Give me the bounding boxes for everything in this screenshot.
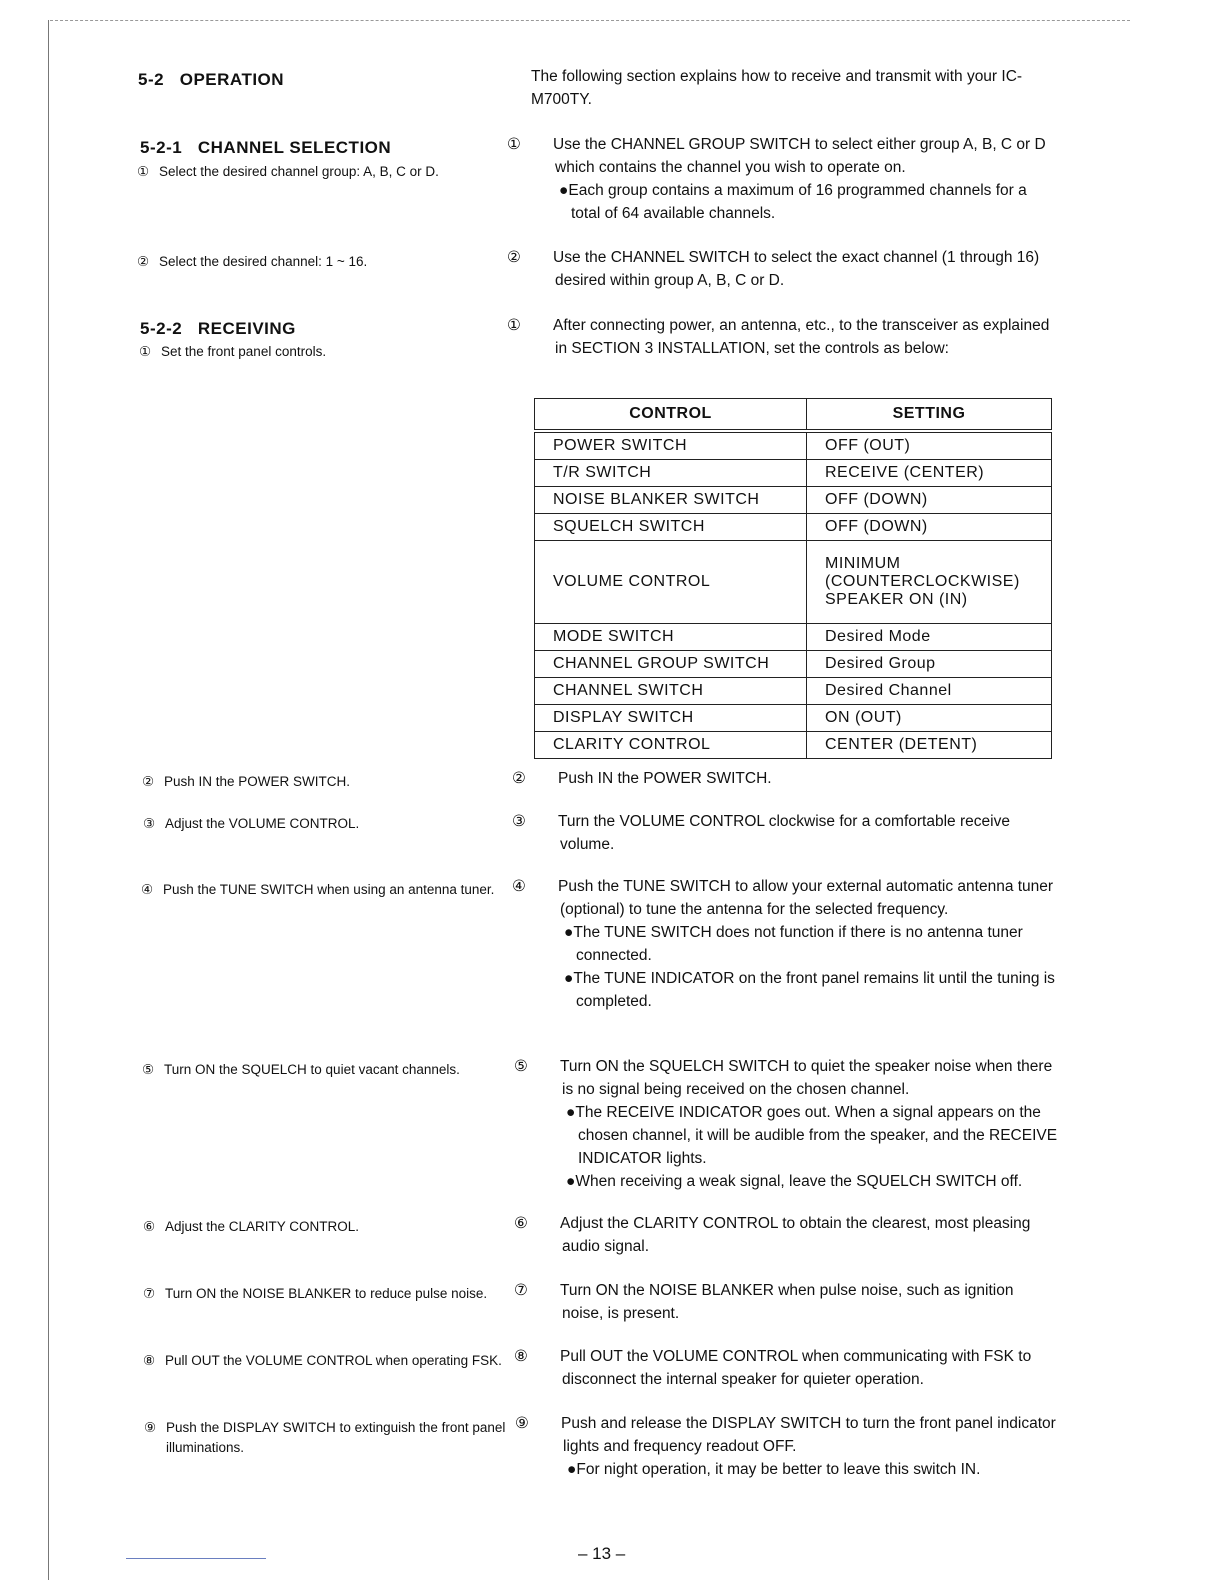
step-text: Adjust the CLARITY CONTROL to obtain the clearest, most pleasing audio signal.: [560, 1215, 1031, 1255]
control-cell: CHANNEL GROUP SWITCH: [535, 651, 807, 678]
step-1-channel-group: [507, 133, 1051, 225]
step-bullet: ●The TUNE INDICATOR on the front panel remains lit until the tuning is completed.: [564, 970, 1055, 1010]
table-row: [535, 460, 1052, 487]
control-settings-table: [534, 398, 1052, 759]
receiving-step-2: [512, 767, 1056, 790]
note-text: Select the desired channel: 1 ~ 16.: [159, 254, 368, 269]
subsection-number: 5-2-1: [140, 138, 183, 157]
left-note: [137, 252, 497, 272]
setting-cell: CENTER (DETENT): [807, 732, 1052, 759]
receiving-step-4: [512, 875, 1056, 1013]
note-number: ⑤: [142, 1062, 155, 1077]
table-row: [535, 678, 1052, 705]
step-text: After connecting power, an antenna, etc., to the transceiver as explained in SECTION 3 INSTALLATION, set the controls as below:: [553, 317, 1050, 357]
note-number: ⑥: [143, 1219, 156, 1234]
setting-cell: Desired Group: [807, 651, 1052, 678]
step-text: Turn ON the NOISE BLANKER when pulse noise, such as ignition noise, is present.: [560, 1282, 1014, 1322]
table-row: [535, 705, 1052, 732]
control-cell: SQUELCH SWITCH: [535, 514, 807, 541]
step-text: Push IN the POWER SWITCH.: [558, 770, 772, 787]
step-text: Turn ON the SQUELCH SWITCH to quiet the speaker noise when there is no signal being received on the chosen channel.: [560, 1058, 1053, 1098]
setting-cell: OFF (OUT): [807, 431, 1052, 460]
step-number: ⑦: [514, 1282, 528, 1299]
table-row: [535, 624, 1052, 651]
control-cell: NOISE BLANKER SWITCH: [535, 487, 807, 514]
note-number: ⑦: [143, 1286, 156, 1301]
step-bullet: ●When receiving a weak signal, leave the SQUELCH SWITCH off.: [566, 1173, 1023, 1190]
table-row: [535, 732, 1052, 759]
note-number: ②: [142, 774, 155, 789]
note-number: ②: [137, 254, 150, 269]
step-bullet: ●For night operation, it may be better to leave this switch IN.: [567, 1461, 981, 1478]
receiving-step-9: [515, 1412, 1059, 1481]
note-number: ③: [143, 816, 156, 831]
step-number: ④: [512, 878, 526, 895]
control-cell: CLARITY CONTROL: [535, 732, 807, 759]
note-text: Pull OUT the VOLUME CONTROL when operating FSK.: [165, 1353, 502, 1368]
note-text: Turn ON the SQUELCH to quiet vacant channels.: [164, 1062, 460, 1077]
note-text: Set the front panel controls.: [161, 344, 327, 359]
left-note: [143, 814, 498, 834]
setting-cell: Desired Mode: [807, 624, 1052, 651]
note-text: Adjust the VOLUME CONTROL.: [165, 816, 360, 831]
step-number: ①: [507, 317, 521, 334]
control-cell: T/R SWITCH: [535, 460, 807, 487]
step-number: ③: [512, 813, 526, 830]
setting-cell: OFF (DOWN): [807, 514, 1052, 541]
note-text: Adjust the CLARITY CONTROL.: [165, 1219, 360, 1234]
column-header-setting: SETTING: [807, 399, 1052, 432]
section-title: OPERATION: [179, 70, 285, 89]
step-bullet: ●The TUNE SWITCH does not function if there is no antenna tuner connected.: [564, 924, 1023, 964]
left-note: [141, 880, 518, 900]
note-number: ①: [137, 164, 150, 179]
intro-paragraph: The following section explains how to receive and transmit with your IC-M700TY.: [531, 68, 1023, 108]
subsection-title: RECEIVING: [197, 319, 296, 338]
page-number: – 13 –: [578, 1544, 626, 1563]
note-number: ①: [139, 344, 152, 359]
step-number: ⑥: [514, 1215, 528, 1232]
step-text: Use the CHANNEL GROUP SWITCH to select either group A, B, C or D which contains the channel you wish to operate on.: [553, 136, 1046, 176]
top-border-line: [50, 20, 1130, 21]
table-row: [535, 487, 1052, 514]
step-number: ②: [512, 770, 526, 787]
step-text: Pull OUT the VOLUME CONTROL when communicating with FSK to disconnect the internal speaker for quieter operation.: [560, 1348, 1032, 1388]
receiving-step-5: [514, 1055, 1058, 1193]
setting-cell: OFF (DOWN): [807, 487, 1052, 514]
subsection-heading-receiving: [140, 319, 296, 339]
receiving-step-7: [514, 1279, 1058, 1325]
table-row: [535, 514, 1052, 541]
step-number: ⑤: [514, 1058, 528, 1075]
receiving-step-1: [507, 314, 1051, 360]
left-note: [142, 772, 497, 792]
left-note: [143, 1217, 498, 1237]
note-number: ⑨: [144, 1420, 157, 1435]
step-bullet: ●Each group contains a maximum of 16 programmed channels for a total of 64 available channels.: [559, 182, 1027, 222]
step-text: Push the TUNE SWITCH to allow your external automatic antenna tuner (optional) to tune the antenna for the selected frequency.: [558, 878, 1054, 918]
control-cell: MODE SWITCH: [535, 624, 807, 651]
note-text: Push the DISPLAY SWITCH to extinguish the front panel illuminations.: [166, 1420, 506, 1455]
step-number: ①: [507, 136, 521, 153]
step-text: Push and release the DISPLAY SWITCH to turn the front panel indicator lights and frequency readout OFF.: [561, 1415, 1056, 1455]
step-bullet: ●The RECEIVE INDICATOR goes out. When a signal appears on the chosen channel, it will be audible from the speaker, and the RECEIVE INDICATOR lights.: [566, 1104, 1058, 1167]
table-row: [535, 431, 1052, 460]
column-header-control: CONTROL: [535, 399, 807, 432]
receiving-step-6: [514, 1212, 1058, 1258]
left-note: [143, 1351, 520, 1371]
step-text: Use the CHANNEL SWITCH to select the exact channel (1 through 16) desired within group A, B, C or D.: [553, 249, 1040, 289]
receiving-step-8: [514, 1345, 1058, 1391]
left-binding-line: [48, 20, 49, 1580]
table-row: [535, 651, 1052, 678]
setting-cell: ON (OUT): [807, 705, 1052, 732]
subsection-number: 5-2-2: [140, 319, 183, 338]
footer-rule: [126, 1558, 266, 1559]
control-cell: VOLUME CONTROL: [535, 541, 807, 624]
left-note: [143, 1284, 520, 1304]
step-number: ②: [507, 249, 521, 266]
step-text: Turn the VOLUME CONTROL clockwise for a comfortable receive volume.: [558, 813, 1010, 853]
note-text: Push IN the POWER SWITCH.: [164, 774, 351, 789]
subsection-title: CHANNEL SELECTION: [197, 138, 392, 157]
setting-cell: RECEIVE (CENTER): [807, 460, 1052, 487]
left-note: [144, 1418, 521, 1458]
left-note: [139, 342, 499, 362]
table-row: [535, 541, 1052, 624]
setting-cell: MINIMUM (COUNTERCLOCKWISE) SPEAKER ON (IN): [807, 541, 1052, 624]
left-note: [142, 1060, 502, 1080]
left-note: [137, 162, 497, 182]
note-text: Turn ON the NOISE BLANKER to reduce pulse noise.: [165, 1286, 488, 1301]
section-number: 5-2: [138, 70, 165, 89]
control-cell: POWER SWITCH: [535, 431, 807, 460]
note-text: Select the desired channel group: A, B, C or D.: [159, 164, 439, 179]
section-heading: [138, 70, 284, 90]
note-number: ④: [141, 882, 154, 897]
note-text: Push the TUNE SWITCH when using an antenna tuner.: [163, 882, 495, 897]
receiving-step-3: [512, 810, 1056, 856]
setting-cell: Desired Channel: [807, 678, 1052, 705]
step-number: ⑧: [514, 1348, 528, 1365]
table-header-row: [535, 399, 1052, 432]
step-number: ⑨: [515, 1415, 529, 1432]
step-2-channel: [507, 246, 1051, 292]
control-cell: DISPLAY SWITCH: [535, 705, 807, 732]
note-number: ⑧: [143, 1353, 156, 1368]
subsection-heading-channel-selection: [140, 138, 391, 158]
control-cell: CHANNEL SWITCH: [535, 678, 807, 705]
